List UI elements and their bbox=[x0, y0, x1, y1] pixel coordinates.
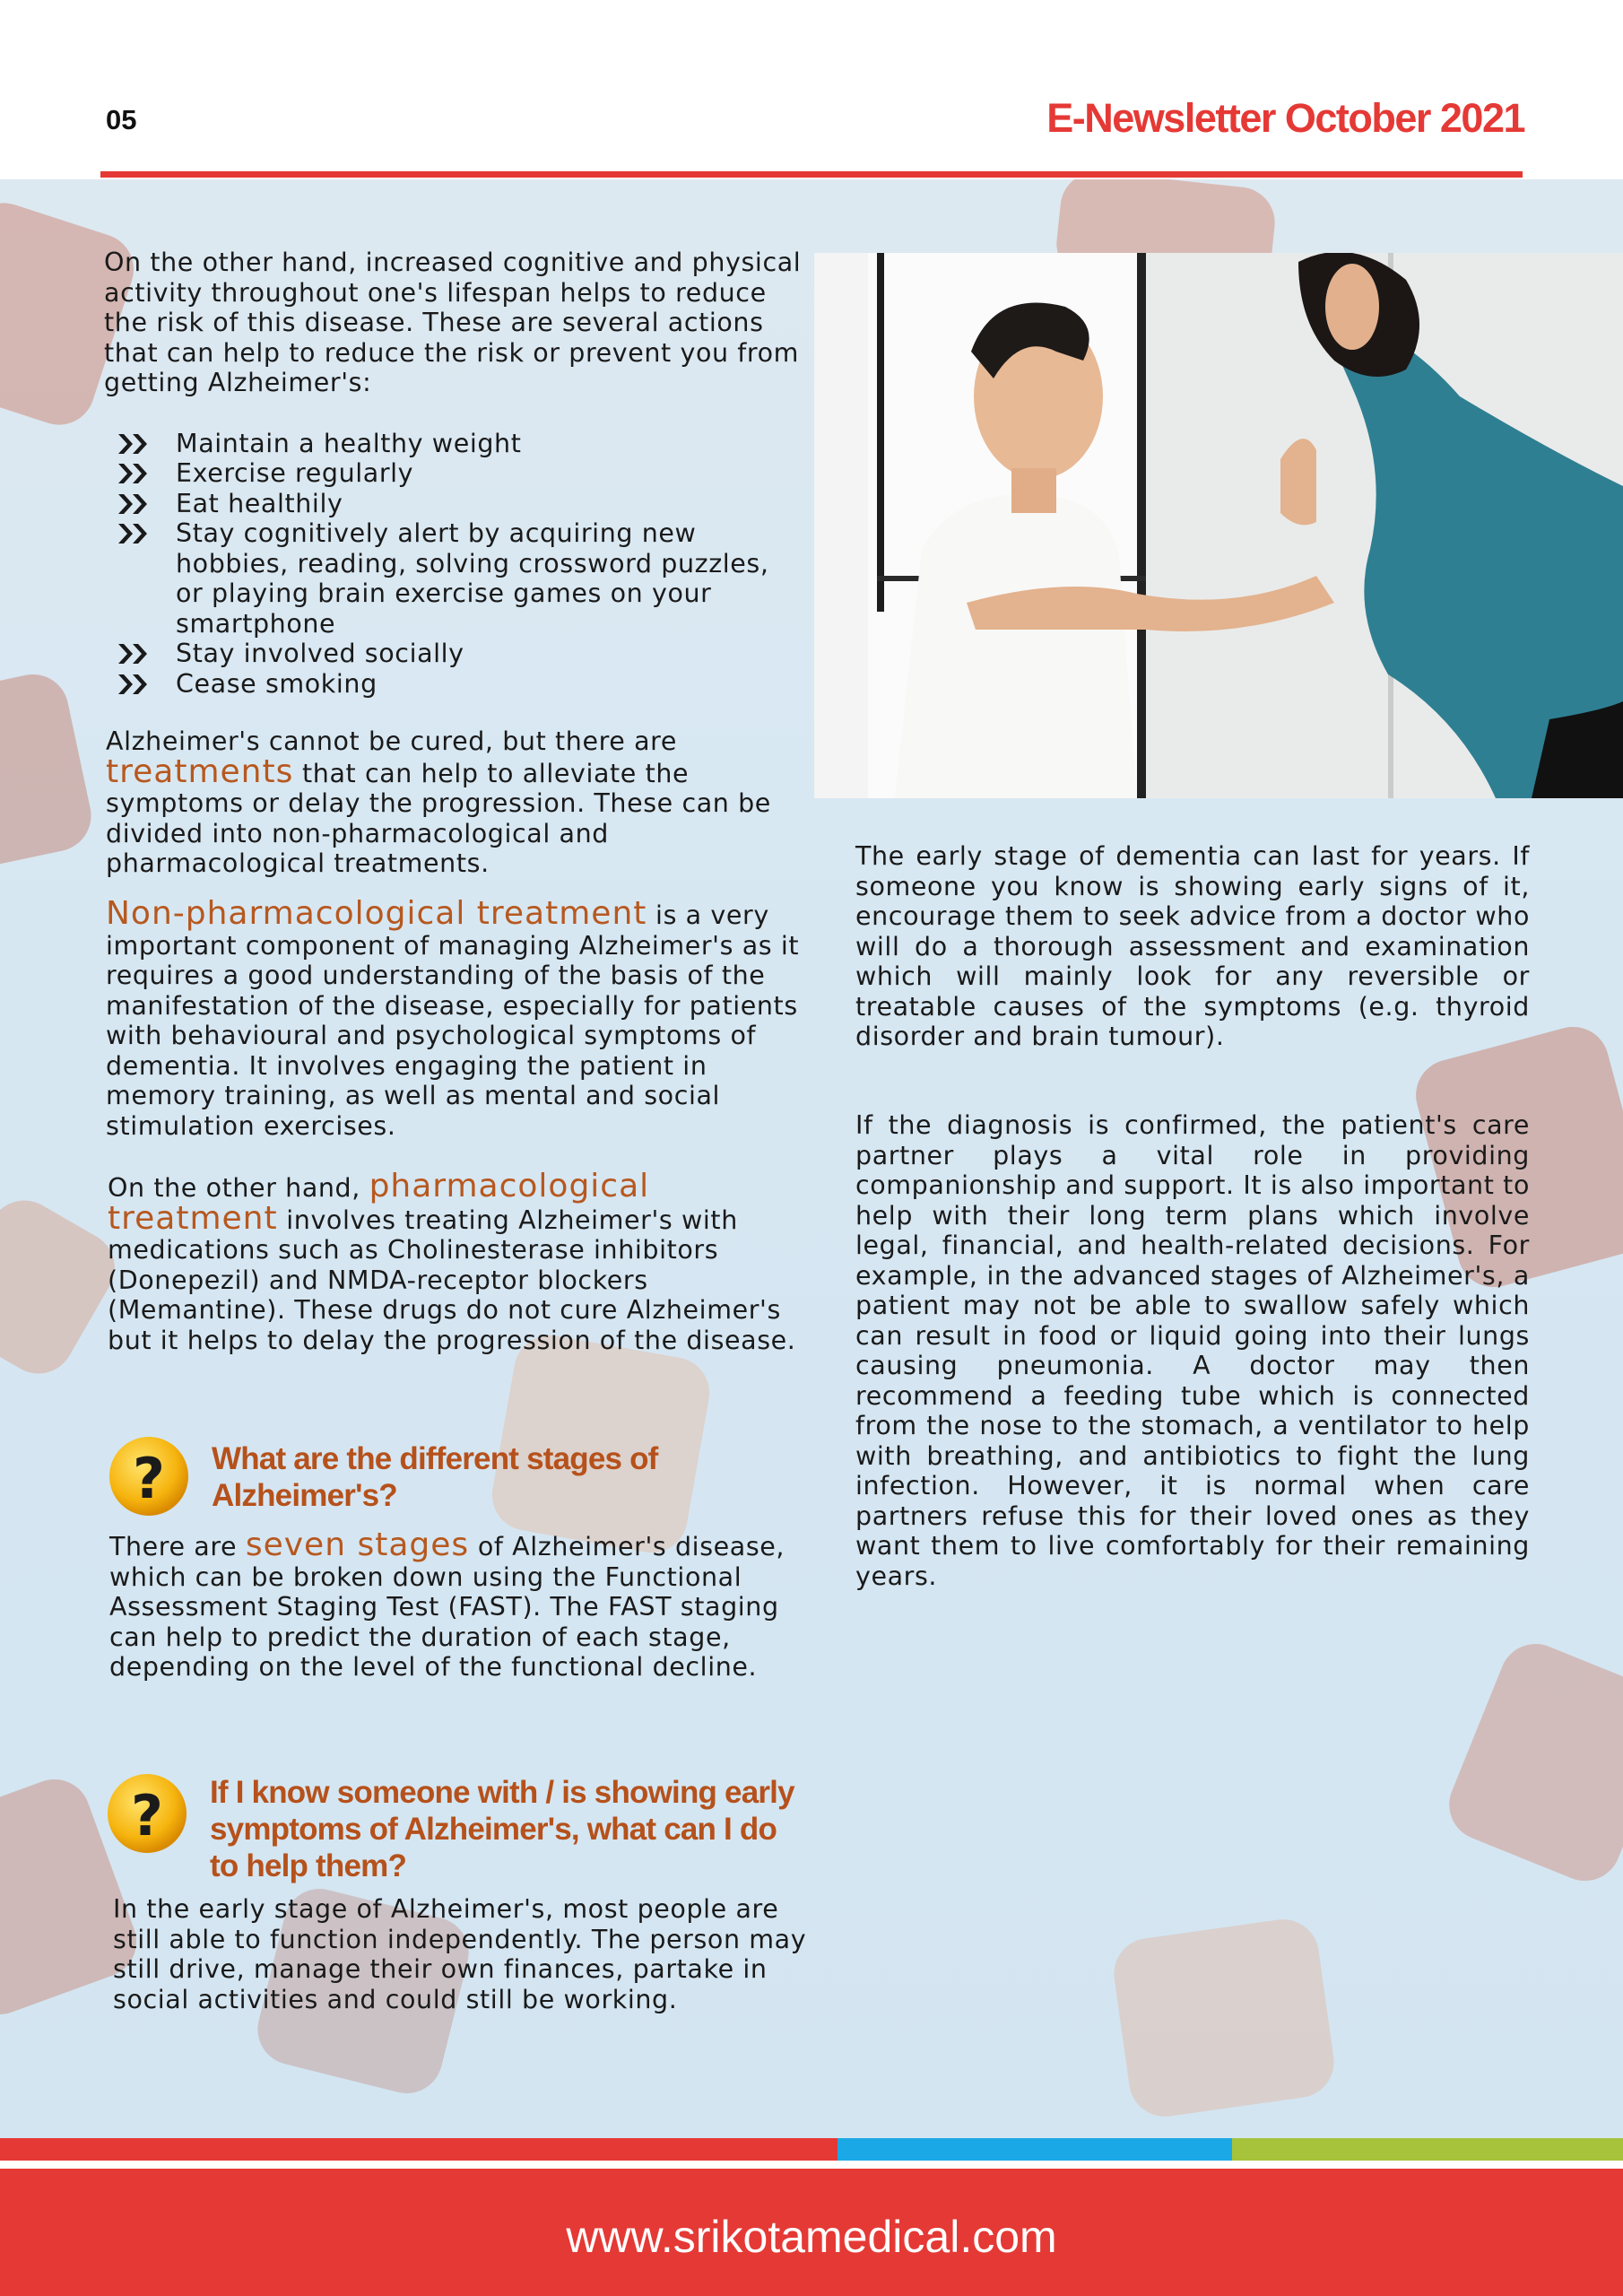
list-item-text: Stay involved socially bbox=[176, 639, 464, 668]
list-item bbox=[104, 429, 803, 459]
page-header bbox=[0, 0, 1623, 179]
treatments-paragraph bbox=[106, 726, 809, 879]
highlight-term: pharmacological treatment bbox=[108, 1168, 650, 1237]
early-stage-paragraph bbox=[113, 1894, 812, 2014]
body-text: is a very important component of managing Alzheimer's as it requires a good understanding of the basis of the manifestation of the disease, especially for patients with behavioural and psychological symptoms of dementia. It involves engaging the patient in memory training, as well as mental and social stimulation exercises. bbox=[106, 900, 800, 1141]
intro-paragraph: On the other hand, increased cognitive and physical activity throughout one's lifespan helps to reduce the risk of this disease. These are several actions that can help to reduce the risk or prevent you from getting Alzheimer's: bbox=[104, 248, 802, 397]
caregiver-photo bbox=[814, 253, 1623, 798]
caregiver-illustration bbox=[814, 253, 1623, 798]
list-item-text: Maintain a healthy weight bbox=[176, 428, 522, 458]
highlight-term: treatments bbox=[106, 752, 294, 790]
list-item bbox=[104, 669, 803, 700]
list-item-text: Exercise regularly bbox=[176, 458, 414, 488]
footer-stripe-green bbox=[1232, 2138, 1623, 2161]
page-number: 05 bbox=[106, 104, 137, 135]
double-chevron-icon bbox=[117, 522, 151, 545]
body-text: involves treating Alzheimer's with medications such as Cholinesterase inhibitors (Donepezil) and NMDA-receptor blockers (Memantine). These drugs do not cure Alzheimer's but it helps to delay the progression of the disease. bbox=[108, 1205, 796, 1355]
double-chevron-icon bbox=[117, 462, 151, 485]
question-heading: What are the different stages of Alzheimer's? bbox=[212, 1441, 658, 1513]
question-mark-icon bbox=[108, 1435, 190, 1518]
stages-paragraph bbox=[109, 1526, 809, 1683]
body-text: There are bbox=[109, 1532, 246, 1561]
list-item bbox=[104, 518, 803, 639]
body-text: that can help to alleviate the symptoms or delay the progression. These can be divided into non-pharmacological and pharmacological treatments. bbox=[106, 758, 771, 878]
list-item bbox=[104, 458, 803, 489]
non-pharma-paragraph bbox=[106, 895, 809, 1141]
highlight-term: seven stages bbox=[245, 1526, 470, 1563]
body-text: The early stage of dementia can last for years. If someone you know is showing early signs of it, encourage them to seek advice from a doctor who will do a thorough assessment and examination which will mainly look for any reversible or treatable causes of the symptoms (e.g. thyroid disorder and brain tumour). bbox=[855, 841, 1530, 1051]
right-column-p1 bbox=[855, 841, 1530, 1052]
prevention-list bbox=[104, 429, 803, 700]
footer-stripe-red bbox=[0, 2138, 838, 2161]
double-chevron-icon bbox=[117, 642, 151, 665]
highlight-term: Non-pharmacological treatment bbox=[106, 895, 647, 932]
newsletter-title: E-Newsletter October 2021 bbox=[1046, 95, 1524, 141]
list-item-text: Stay cognitively alert by acquiring new hobbies, reading, solving crossword puzzles, or playing brain exercise games on your smartphone bbox=[176, 518, 769, 639]
header-divider bbox=[100, 171, 1523, 178]
double-chevron-icon bbox=[117, 432, 151, 456]
body-text: of Alzheimer's disease, which can be broken down using the Functional Assessment Staging Test (FAST). The FAST staging can help to predict the duration of each stage, depending on the level of the functional decline. bbox=[109, 1532, 785, 1682]
body-text: In the early stage of Alzheimer's, most people are still able to function independently. The person may still drive, manage their own finances, partake in social activities and could still be working. bbox=[113, 1894, 807, 2014]
question-mark-icon bbox=[106, 1772, 188, 1855]
body-text: If the diagnosis is confirmed, the patient's care partner plays a vital role in providing companionship and support. It is also important to help with their long term plans which involve legal, financial, and health-related decisions. For example, in the advanced stages of Alzheimer's, a patient may not be able to swallow safely which can result in food or liquid going into their lungs causing pneumonia. A doctor may then recommend a feeding tube which is connected from the nose to the stomach, a ventilator to help with breathing, and antibiotics to fight the lung infection. However, it is normal when care partners refuse this for their loved ones as they want them to live comfortably for their remaining years. bbox=[855, 1110, 1530, 1591]
double-chevron-icon bbox=[117, 673, 151, 696]
puzzle-piece-decor bbox=[0, 668, 98, 875]
list-item-text: Cease smoking bbox=[176, 668, 378, 699]
right-column-p2 bbox=[855, 1110, 1530, 1591]
double-chevron-icon bbox=[117, 492, 151, 516]
question-heading: If I know someone with / is showing early symptoms of Alzheimer's, what can I do to help them? bbox=[210, 1775, 794, 1883]
left-column-top bbox=[104, 248, 803, 699]
svg-text:?: ? bbox=[133, 1446, 165, 1511]
footer-stripe-blue bbox=[838, 2138, 1232, 2161]
svg-text:?: ? bbox=[131, 1783, 163, 1848]
body-text: Alzheimer's cannot be cured, but there are bbox=[106, 726, 677, 756]
website-link[interactable]: www.srikotamedical.com bbox=[566, 2212, 1057, 2262]
pharma-paragraph bbox=[108, 1168, 811, 1355]
puzzle-piece-decor bbox=[1109, 1915, 1339, 2121]
list-item bbox=[104, 489, 803, 519]
list-item bbox=[104, 639, 803, 669]
puzzle-piece-decor bbox=[1438, 1633, 1623, 1892]
list-item-text: Eat healthily bbox=[176, 488, 343, 518]
body-text: On the other hand, bbox=[108, 1173, 369, 1203]
